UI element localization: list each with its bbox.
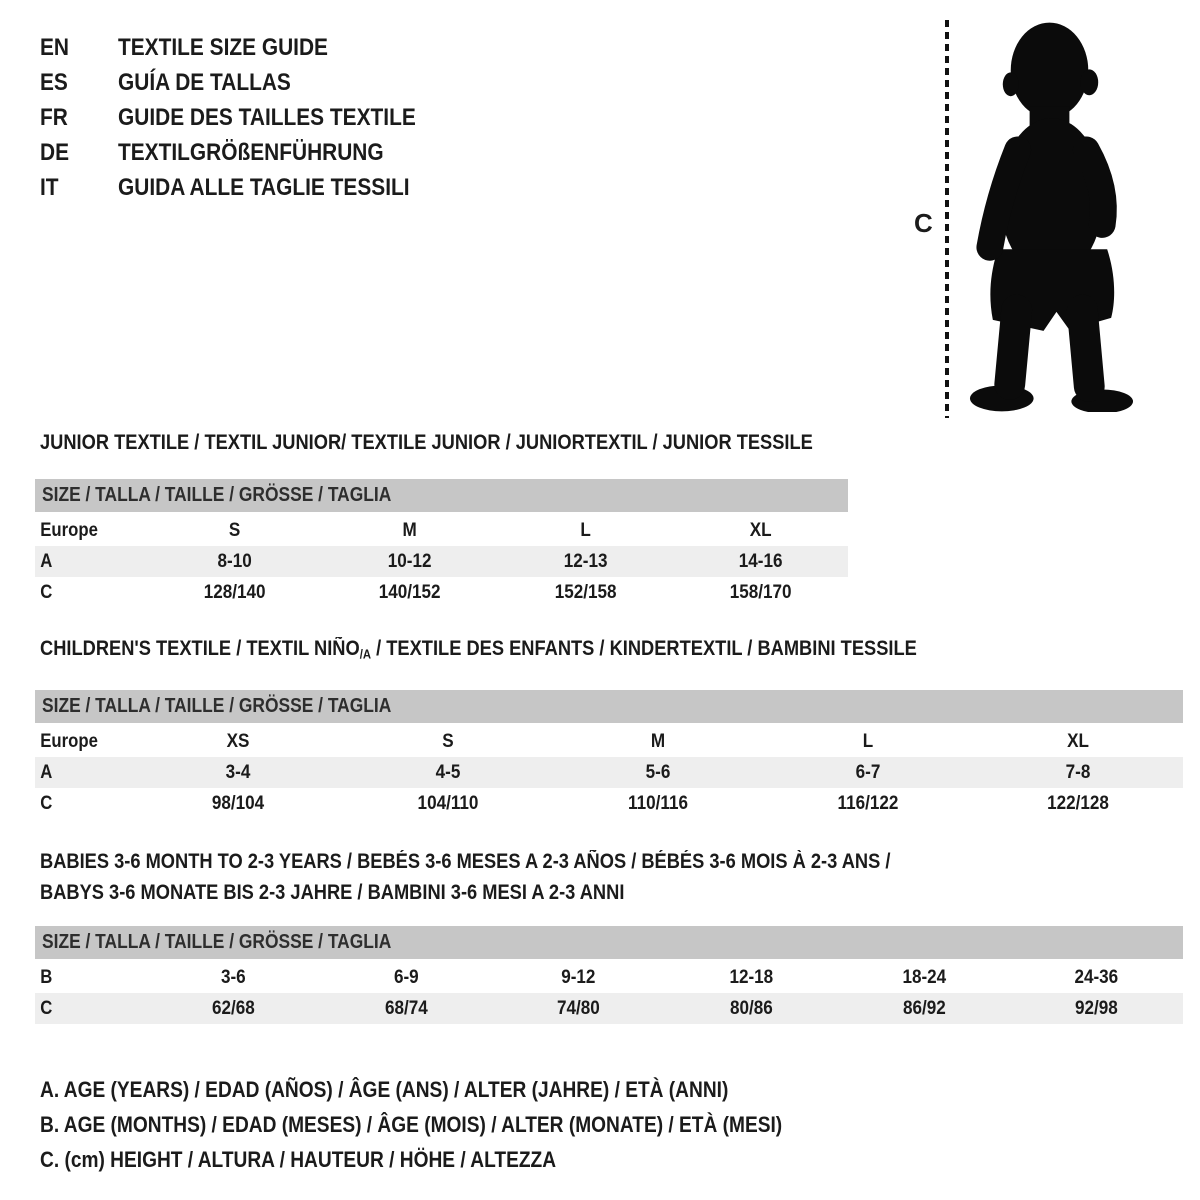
size-header-label: SIZE / TALLA / TAILLE / GRÖSSE / TAGLIA [42, 931, 392, 953]
table-row-age [35, 757, 1183, 788]
table-row-height [35, 788, 1183, 819]
cell-value: S [442, 730, 454, 752]
children-title-sub: /A [359, 646, 372, 662]
cell-value: 98/104 [211, 792, 265, 814]
language-row-fr [40, 100, 460, 135]
row-label: C [40, 581, 53, 603]
cell-value: L [579, 519, 591, 541]
cell-value: 4-5 [435, 761, 461, 783]
cell-value: 152/158 [554, 581, 617, 603]
dashed-height-line [944, 20, 950, 418]
cell-value: S [228, 519, 241, 541]
cell-value: 116/122 [837, 792, 899, 814]
cell-value: XS [226, 730, 250, 752]
language-list [40, 30, 460, 205]
children-title-part2: / TEXTILE DES ENFANTS / KINDERTEXTIL / BAMBINI TESSILE [371, 637, 917, 660]
size-header-label: SIZE / TALLA / TAILLE / GRÖSSE / TAGLIA [42, 695, 392, 717]
cell-value: 86/92 [902, 997, 946, 1019]
table-row-europe [35, 726, 1183, 757]
cell-value: 9-12 [561, 966, 596, 988]
babies-section-title [40, 846, 890, 908]
toddler-silhouette-icon [966, 18, 1135, 412]
cell-value: 122/128 [1047, 792, 1109, 814]
cell-value: 8-10 [217, 550, 252, 572]
legend-line-c [40, 1142, 893, 1177]
legend-text: B. AGE (MONTHS) / EDAD (MESES) / ÂGE (MOIS) / ALTER (MONATE) / ETÀ (MESI) [40, 1111, 783, 1137]
cell-value: 74/80 [557, 997, 601, 1019]
cell-value: 68/74 [384, 997, 428, 1019]
children-section-title [40, 637, 917, 661]
language-row-de [40, 135, 460, 170]
cell-value: 6-9 [393, 966, 419, 988]
cell-value: 140/152 [378, 581, 441, 603]
language-code: EN [40, 33, 70, 61]
cell-value: 6-7 [855, 761, 881, 783]
legend-text: A. AGE (YEARS) / EDAD (AÑOS) / ÂGE (ANS) / ALTER (JAHRE) / ETÀ (ANNI) [40, 1076, 729, 1102]
cell-value: 3-6 [220, 966, 246, 988]
cell-value: 5-6 [645, 761, 671, 783]
table-row-europe [35, 515, 848, 546]
legend-line-b [40, 1107, 893, 1142]
cell-value: 3-4 [225, 761, 251, 783]
cell-value: 12-18 [729, 966, 774, 988]
language-code: IT [40, 173, 59, 201]
language-title: GUÍA DE TALLAS [118, 68, 291, 96]
size-header-label: SIZE / TALLA / TAILLE / GRÖSSE / TAGLIA [42, 484, 392, 506]
cell-value: 128/140 [203, 581, 266, 603]
language-row-en [40, 30, 460, 65]
cell-value: M [402, 519, 417, 541]
size-header-bar [35, 479, 848, 512]
cell-value: L [862, 730, 874, 752]
babies-size-table [35, 926, 1183, 1024]
row-label: C [40, 792, 53, 814]
cell-value: 80/86 [729, 997, 773, 1019]
language-title: GUIDA ALLE TAGLIE TESSILI [118, 173, 410, 201]
cell-value: 62/68 [211, 997, 255, 1019]
row-label: Europe [40, 519, 98, 541]
cell-value: 18-24 [902, 966, 946, 988]
cell-value: 24-36 [1074, 966, 1119, 988]
legend [40, 1072, 893, 1177]
cell-value: XL [1067, 730, 1089, 752]
table-row-height [35, 993, 1183, 1024]
cell-value: XL [749, 519, 772, 541]
junior-size-table [35, 479, 848, 608]
table-row-months [35, 962, 1183, 993]
size-header-bar [35, 926, 1183, 959]
table-row-age [35, 546, 848, 577]
cell-value: 104/110 [417, 792, 479, 814]
language-title: GUIDE DES TAILLES TEXTILE [118, 103, 416, 131]
cell-value: 92/98 [1075, 997, 1119, 1019]
language-row-es [40, 65, 460, 100]
cell-value: 7-8 [1065, 761, 1091, 783]
cell-value: 12-13 [563, 550, 607, 572]
language-code: DE [40, 138, 70, 166]
row-label: A [40, 550, 53, 572]
children-size-table [35, 690, 1183, 819]
row-label: C [40, 997, 53, 1019]
row-label: B [40, 966, 53, 988]
language-title: TEXTILGRÖßENFÜHRUNG [118, 138, 384, 166]
cell-value: 10-12 [387, 550, 432, 572]
cell-value: 14-16 [738, 550, 783, 572]
row-label: Europe [40, 730, 98, 752]
language-code: ES [40, 68, 68, 96]
children-title-part1: CHILDREN'S TEXTILE / TEXTIL NIÑO [40, 637, 360, 660]
legend-line-a [40, 1072, 893, 1107]
height-figure [900, 12, 1180, 422]
size-header-bar [35, 690, 1183, 723]
babies-title-line1: BABIES 3-6 MONTH TO 2-3 YEARS / BEBÉS 3-6 MESES A 2-3 AÑOS / BÉBÉS 3-6 MOIS À 2-3 ANS / [40, 850, 891, 873]
language-title: TEXTILE SIZE GUIDE [118, 33, 328, 61]
table-row-height [35, 577, 848, 608]
babies-title-line2: BABYS 3-6 MONATE BIS 2-3 JAHRE / BAMBINI 3-6 MESI A 2-3 ANNI [40, 881, 625, 904]
cell-value: 158/170 [729, 581, 792, 603]
legend-text: C. (cm) HEIGHT / ALTURA / HAUTEUR / HÖHE / ALTEZZA [40, 1146, 557, 1172]
height-dimension-label: C [914, 208, 933, 238]
row-label: A [40, 761, 53, 783]
language-code: FR [40, 103, 68, 131]
cell-value: M [650, 730, 666, 752]
language-row-it [40, 170, 460, 205]
cell-value: 110/116 [628, 792, 688, 814]
junior-section-title: JUNIOR TEXTILE / TEXTIL JUNIOR/ TEXTILE JUNIOR / JUNIORTEXTIL / JUNIOR TESSILE [40, 431, 813, 454]
